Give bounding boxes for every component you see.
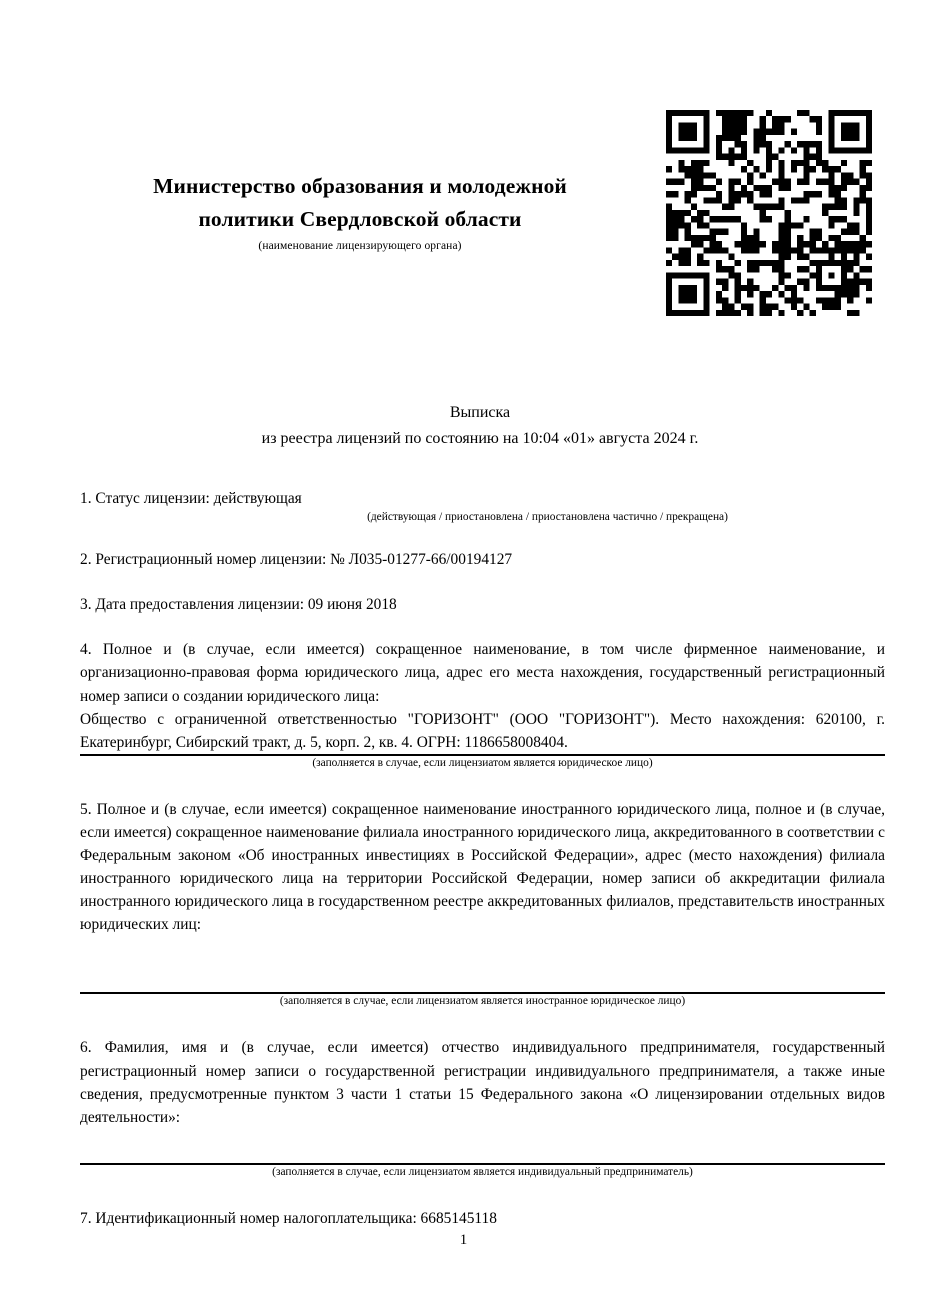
item-6-entrepreneur-label: 6. Фамилия, имя и (в случае, если имеется) отчество индивидуального предпринимателя, государственный регистрационный номер записи о государственной регистрации индивидуального предпринимателя, а также иные сведения, предусмотренные пунктом 3 части 1 статьи 15 Федерального закона «О лицензировании отдельных видов деятельности»: (80, 1039, 885, 1126)
organization-caption: (наименование лицензирующего органа) (258, 239, 462, 252)
spacer (80, 571, 885, 593)
spacer (80, 1010, 885, 1036)
spacer (80, 526, 885, 548)
qr-code (666, 110, 872, 316)
organization-title-line-1: Министерство образования и молодежной (153, 174, 567, 198)
document-title (80, 400, 880, 453)
item-1-caption: (действующая / приостановлена / приостановлена частично / прекращена) (367, 511, 728, 524)
organization-title (75, 170, 645, 237)
spacer (80, 616, 885, 638)
document-title-line-2: из реестра лицензий по состоянию на 10:04 «01» августа 2024 г. (261, 430, 699, 448)
item-2-registration-number: 2. Регистрационный номер лицензии: № Л035-01277-66/00194127 (80, 551, 513, 569)
organization-title-line-2: политики Свердловской области (198, 207, 522, 232)
item-5-caption: (заполняется в случае, если лицензиатом является иностранное юридическое лицо) (279, 995, 686, 1008)
qr-code-image (666, 110, 872, 316)
item-6-caption: (заполняется в случае, если лицензиатом является индивидуальный предприниматель) (272, 1165, 693, 1178)
page-number: 1 (459, 1232, 468, 1248)
organization-header (75, 170, 645, 252)
item-1-status: 1. Статус лицензии: действующая (80, 490, 302, 507)
item-4-legal-entity-label: 4. Полное и (в случае, если имеется) сокращенное наименование, в том числе фирменное наименование, и организационно-правовая форма юридического лица, адрес его места нахождения, государственный регистрационный номер записи о создании юридического лица: (80, 641, 885, 705)
item-7-taxpayer-number: 7. Идентификационный номер налогоплательщика: 6685145118 (80, 1209, 497, 1227)
item-6-blank-area (80, 1129, 885, 1163)
document-body (80, 487, 885, 1230)
spacer (80, 1181, 885, 1207)
item-4-legal-entity-value: Общество с ограниченной ответственностью "ГОРИЗОНТ" (ООО "ГОРИЗОНТ"). Место нахождения: 620100, г. Екатеринбург, Сибирский тракт, д. 5, корп. 2, кв. 4. ОГРН: 1186658008404. (80, 710, 885, 751)
spacer (80, 772, 885, 798)
document-title-line-1: Выписка (449, 404, 511, 421)
item-3-issue-date: 3. Дата предоставления лицензии: 09 июня 2018 (80, 596, 397, 614)
item-5-blank-area (80, 936, 885, 992)
item-4-caption: (заполняется в случае, если лицензиатом является юридическое лицо) (312, 756, 653, 769)
item-5-foreign-entity-label: 5. Полное и (в случае, если имеется) сокращенное наименование иностранного юридического лица, полное и (в случае, если имеется) сокращенное наименование филиала иностранного юридического лица, аккредитованного в соответствии с Федеральным законом «Об иностранных инвестициях в Российской Федерации», адрес (место нахождения) филиала иностранного юридического лица на территории Российской Федерации, номер записи об аккредитации филиала иностранного юридического лица в государственном реестре аккредитованных филиалов, представительств иностранных юридических лиц: (80, 800, 885, 934)
